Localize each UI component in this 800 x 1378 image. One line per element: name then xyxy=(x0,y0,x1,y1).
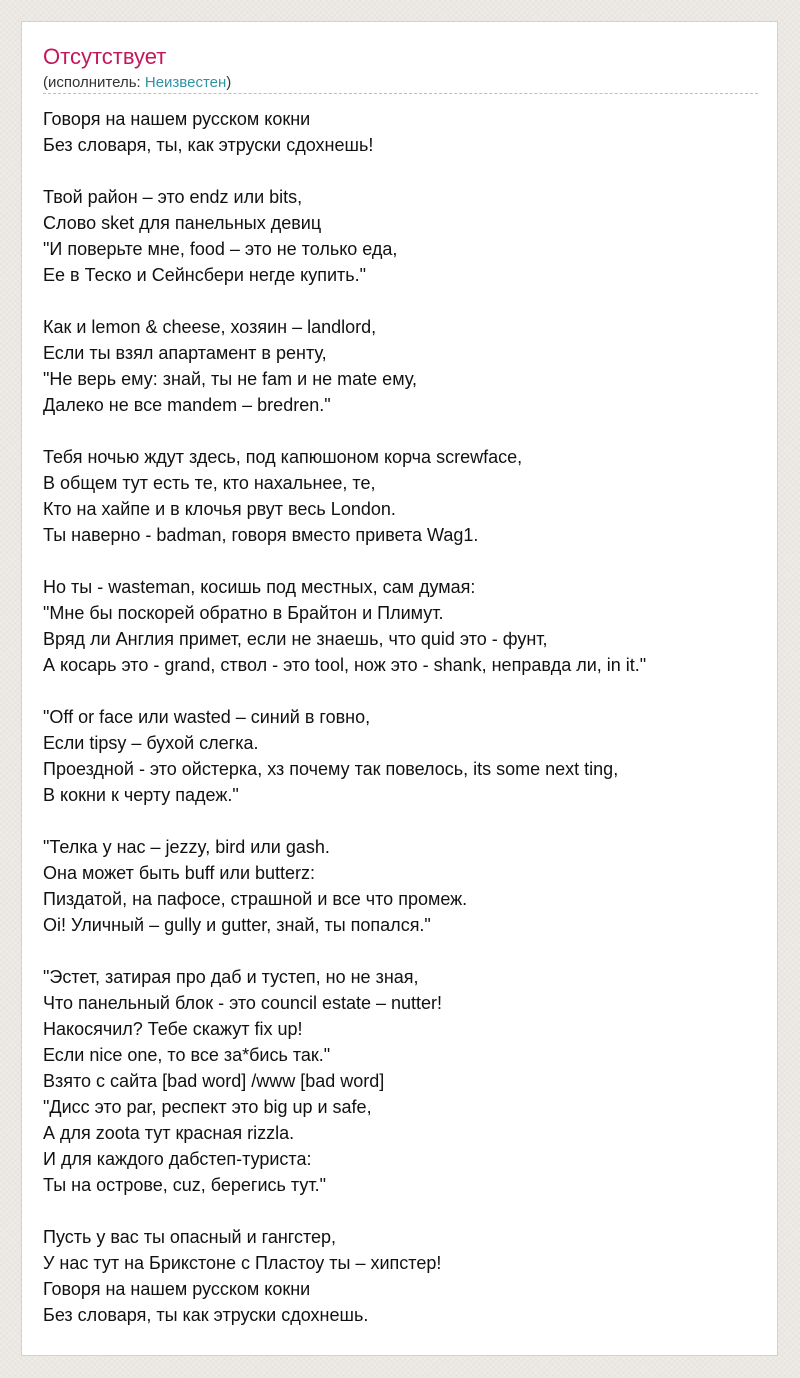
lyric-line: Без словаря, ты как этруски сдохнешь. xyxy=(43,1305,369,1325)
lyric-line: И для каждого дабстеп-туриста: xyxy=(43,1149,312,1169)
lyric-line: У нас тут на Брикстоне с Пластоу ты – хипстер! xyxy=(43,1253,442,1273)
lyric-line: "Не верь ему: знай, ты не fam и не mate ему, xyxy=(43,369,417,389)
lyric-line: В общем тут есть те, кто нахальнее, те, xyxy=(43,473,376,493)
stanza-break xyxy=(43,548,763,574)
lyric-line: Накосячил? Тебе скажут fix up! xyxy=(43,1019,303,1039)
lyric-line: Ее в Теско и Сейнсбери негде купить." xyxy=(43,265,367,285)
artist-link[interactable]: Неизвестен xyxy=(144,74,227,91)
title-divider xyxy=(43,93,758,94)
lyrics-text xyxy=(43,106,763,1328)
lyric-line: А косарь это - grand, ствол - это tool, нож это - shank, неправда ли, in it." xyxy=(43,655,647,675)
lyric-line: Ты на острове, cuz, берегись тут." xyxy=(43,1175,326,1195)
stanza-break xyxy=(43,1198,763,1224)
lyric-line: Но ты - wasteman, косишь под местных, сам думая: xyxy=(43,577,476,597)
lyric-line: Как и lemon & cheese, хозяин – landlord, xyxy=(43,317,377,337)
lyric-line: Проездной - это ойстерка, хз почему так повелось, its some next ting, xyxy=(43,759,619,779)
lyric-line: Она может быть buff или butterz: xyxy=(43,863,316,883)
stanza-break xyxy=(43,158,763,184)
lyric-line: Без словаря, ты, как этруски сдохнешь! xyxy=(43,135,374,155)
artist-line xyxy=(43,73,231,93)
lyric-line: Далеко не все mandem – bredren." xyxy=(43,395,331,415)
stanza-break xyxy=(43,418,763,444)
lyric-line: Вряд ли Англия примет, если не знаешь, что quid это - фунт, xyxy=(43,629,548,649)
lyric-line: "Мне бы поскорей обратно в Брайтон и Плимут. xyxy=(43,603,444,623)
stanza-break xyxy=(43,288,763,314)
lyric-line: "Эстет, затирая про даб и тустеп, но не зная, xyxy=(43,967,419,987)
lyric-line: "И поверьте мне, food – это не только еда, xyxy=(43,239,398,259)
lyric-line: Твой район – это endz или bits, xyxy=(43,187,303,207)
lyric-line: "Off or face или wasted – синий в говно, xyxy=(43,707,371,727)
lyric-line: Говоря на нашем русском кокни xyxy=(43,109,311,129)
stanza-break xyxy=(43,678,763,704)
lyric-line: Если nice one, то все за*бись так." xyxy=(43,1045,331,1065)
stanza-break xyxy=(43,808,763,834)
lyric-line: Взято с сайта [bad word] /www [bad word] xyxy=(43,1071,385,1091)
lyric-line: А для zoota тут красная rizzla. xyxy=(43,1123,295,1143)
lyric-line: Кто на хайпе и в клочья рвут весь London. xyxy=(43,499,396,519)
lyrics-card xyxy=(21,21,778,1356)
lyric-line: Пиздатой, на пафосе, страшной и все что промеж. xyxy=(43,889,468,909)
lyric-line: "Телка у нас – jezzy, bird или gash. xyxy=(43,837,330,857)
lyric-line: Если ты взял апартамент в ренту, xyxy=(43,343,327,363)
song-title: Отсутствует xyxy=(43,44,167,69)
lyric-line: Говоря на нашем русском кокни xyxy=(43,1279,311,1299)
lyric-line: Пусть у вас ты опасный и гангстер, xyxy=(43,1227,337,1247)
artist-suffix: ) xyxy=(226,74,232,91)
lyric-line: В кокни к черту падеж." xyxy=(43,785,239,805)
artist-prefix: (исполнитель: xyxy=(43,74,145,91)
lyric-line: Что панельный блок - это council estate – nutter! xyxy=(43,993,443,1013)
stanza-break xyxy=(43,938,763,964)
lyric-line: Слово sket для панельных девиц xyxy=(43,213,322,233)
lyric-line: Oi! Уличный – gully и gutter, знай, ты попался." xyxy=(43,915,431,935)
lyric-line: Ты наверно - badman, говоря вместо привета Wag1. xyxy=(43,525,479,545)
lyric-line: "Дисс это par, респект это big up и safe, xyxy=(43,1097,372,1117)
lyric-line: Если tipsy – бухой слегка. xyxy=(43,733,259,753)
lyric-line: Тебя ночью ждут здесь, под капюшоном корча screwface, xyxy=(43,447,523,467)
